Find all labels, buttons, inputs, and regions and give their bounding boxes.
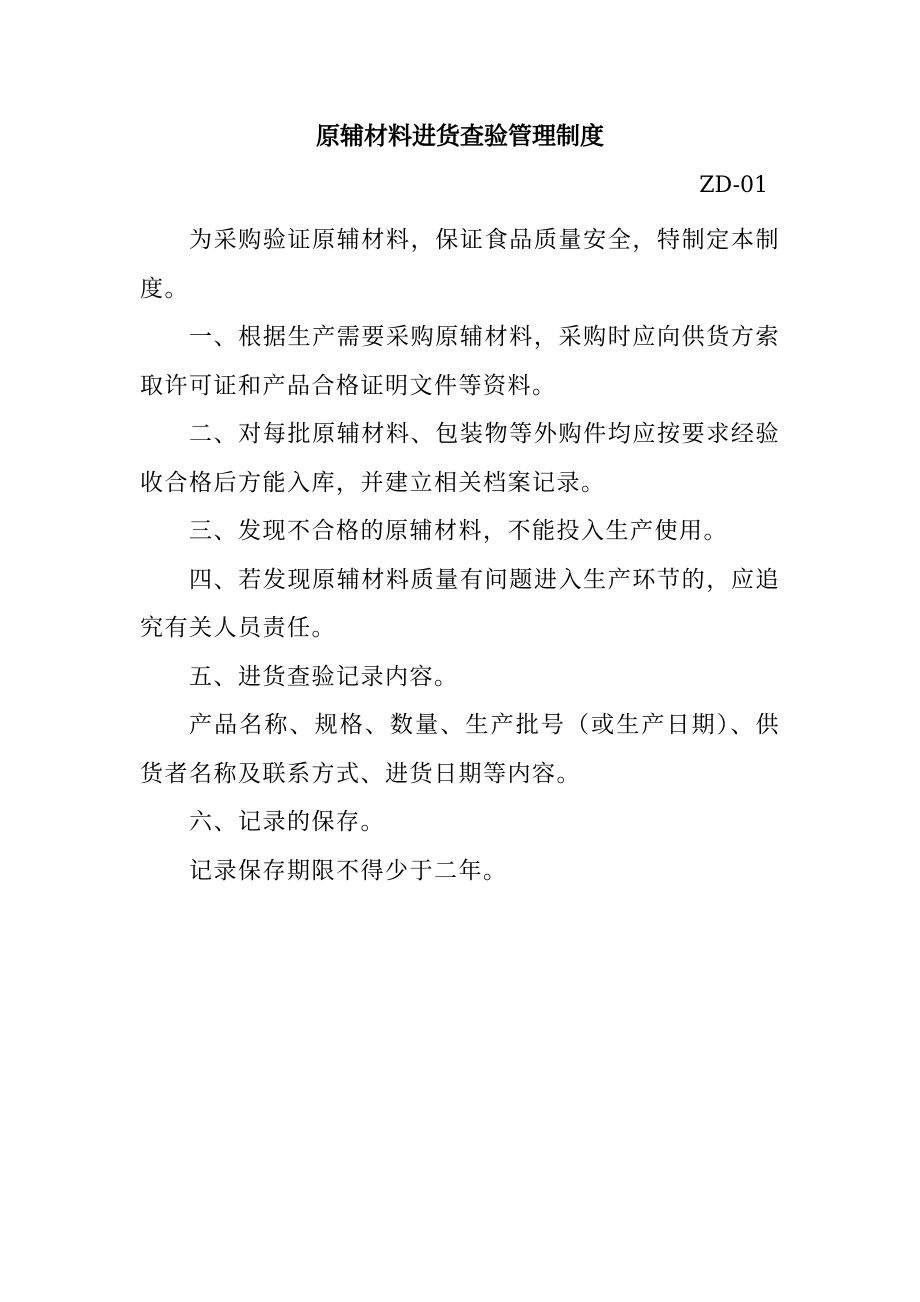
paragraph-clause-5-content: 产品名称、规格、数量、生产批号（或生产日期）、供货者名称及联系方式、进货日期等内容。: [140, 712, 780, 787]
paragraph-clause-5-heading: 五、进货查验记录内容。: [189, 663, 459, 690]
paragraph-intro: 为采购验证原辅材料，保证食品质量安全，特制定本制度。: [140, 227, 780, 302]
document-body: [140, 216, 780, 895]
paragraph-clause-6-heading: 六、记录的保存。: [189, 809, 385, 835]
paragraph-clause-3: 三、发现不合格的原辅材料，不能投入生产使用。: [189, 518, 728, 544]
paragraph-clause-2: 二、对每批原辅材料、包装物等外购件均应按要求经验收合格后方能入库，并建立相关档案记录。: [140, 421, 780, 496]
document-code: ZD-01: [699, 173, 768, 198]
paragraph-clause-6-content: 记录保存期限不得少于二年。: [189, 857, 508, 884]
document-title: 原辅材料进货查验管理制度: [316, 122, 604, 150]
paragraph-clause-4: 四、若发现原辅材料质量有问题进入生产环节的，应追究有关人员责任。: [140, 566, 780, 641]
paragraph-clause-1: 一、根据生产需要采购原辅材料，采购时应向供货方索取许可证和产品合格证明文件等资料。: [140, 324, 780, 399]
